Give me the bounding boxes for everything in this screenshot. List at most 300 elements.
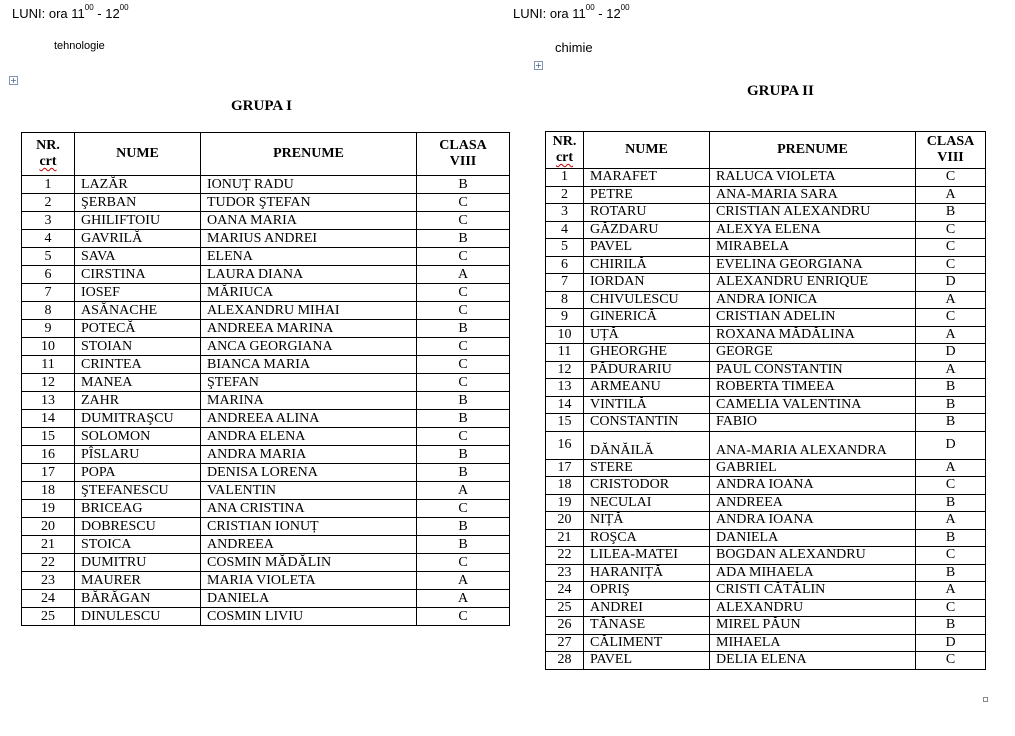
row-nume: ŞTEFANESCU <box>75 482 201 500</box>
row-clasa: B <box>417 176 510 194</box>
row-nume: DUMITRAŞCU <box>75 410 201 428</box>
row-nume: IORDAN <box>584 274 710 292</box>
clasa-header-line1: CLASA <box>926 134 975 149</box>
row-nume: GHEORGHE <box>584 344 710 362</box>
row-clasa: C <box>417 500 510 518</box>
row-clasa: A <box>916 459 986 477</box>
row-number: 2 <box>546 186 584 204</box>
column-header-nr <box>22 133 75 176</box>
row-clasa: B <box>916 414 986 432</box>
row-clasa: C <box>417 284 510 302</box>
row-nume: ARMEANU <box>584 379 710 397</box>
row-prenume: ANCA GEORGIANA <box>201 338 417 356</box>
row-clasa: A <box>417 572 510 590</box>
table-row <box>22 266 510 284</box>
row-nume: PETRE <box>584 186 710 204</box>
table-resize-handle-icon[interactable] <box>983 697 988 702</box>
row-nume: VINTILĂ <box>584 396 710 414</box>
row-nume: GAVRILĂ <box>75 230 201 248</box>
row-clasa: D <box>916 344 986 362</box>
table-row <box>22 194 510 212</box>
table-row <box>22 356 510 374</box>
row-clasa: A <box>916 291 986 309</box>
row-clasa: A <box>916 512 986 530</box>
row-clasa: C <box>916 221 986 239</box>
row-number: 10 <box>546 326 584 344</box>
nr-header-line1: NR. <box>36 138 60 153</box>
row-nume: NIȚĂ <box>584 512 710 530</box>
table-row <box>22 536 510 554</box>
row-nume: DUMITRU <box>75 554 201 572</box>
table-row <box>22 320 510 338</box>
table-row <box>22 554 510 572</box>
row-clasa: C <box>417 374 510 392</box>
row-prenume: BIANCA MARIA <box>201 356 417 374</box>
row-nume: GINERICĂ <box>584 309 710 327</box>
table-row <box>22 212 510 230</box>
row-prenume: EVELINA GEORGIANA <box>710 256 916 274</box>
row-number: 6 <box>546 256 584 274</box>
row-number: 25 <box>546 599 584 617</box>
row-nume: IOSEF <box>75 284 201 302</box>
column-header-nr <box>546 132 584 169</box>
row-prenume: ŞTEFAN <box>201 374 417 392</box>
right-header-sup-end: 00 <box>620 3 630 12</box>
row-clasa: B <box>916 379 986 397</box>
row-clasa: D <box>916 274 986 292</box>
right-students-table <box>545 131 986 670</box>
table-row <box>22 572 510 590</box>
row-prenume: CRISTI CĂTĂLIN <box>710 582 916 600</box>
row-number: 24 <box>22 590 75 608</box>
nr-header-line2: crt <box>39 154 57 169</box>
table-row <box>546 326 986 344</box>
row-nume: STOICA <box>75 536 201 554</box>
row-number: 26 <box>546 617 584 635</box>
row-clasa: A <box>417 266 510 284</box>
row-nume: PAVEL <box>584 652 710 670</box>
row-nume: ZAHR <box>75 392 201 410</box>
left-subject: tehnologie <box>54 40 105 52</box>
table-row <box>546 379 986 397</box>
row-nume: DĂNĂILĂ <box>584 431 710 459</box>
row-prenume: ANA CRISTINA <box>201 500 417 518</box>
row-nume: GHILIFTOIU <box>75 212 201 230</box>
row-nume: CĂLIMENT <box>584 634 710 652</box>
row-prenume: DELIA ELENA <box>710 652 916 670</box>
row-clasa: A <box>417 590 510 608</box>
table-row <box>22 518 510 536</box>
row-clasa: B <box>916 204 986 222</box>
table-row <box>546 459 986 477</box>
table-row <box>22 410 510 428</box>
column-header-prenume: PRENUME <box>710 132 916 169</box>
row-nume: TĂNASE <box>584 617 710 635</box>
row-clasa: C <box>417 356 510 374</box>
row-clasa: C <box>916 169 986 187</box>
row-prenume: CAMELIA VALENTINA <box>710 396 916 414</box>
row-number: 16 <box>546 431 584 459</box>
row-number: 19 <box>22 500 75 518</box>
row-nume: BRICEAG <box>75 500 201 518</box>
row-nume: NECULAI <box>584 494 710 512</box>
column-header-clasa <box>417 133 510 176</box>
table-row <box>546 169 986 187</box>
row-nume: MAURER <box>75 572 201 590</box>
row-nume: LILEA-MATEI <box>584 547 710 565</box>
column-header-prenume: PRENUME <box>201 133 417 176</box>
row-prenume: OANA MARIA <box>201 212 417 230</box>
left-students-table <box>21 132 510 626</box>
row-number: 5 <box>546 239 584 257</box>
row-clasa: C <box>916 477 986 495</box>
row-nume: MARAFET <box>584 169 710 187</box>
row-clasa: C <box>916 547 986 565</box>
row-clasa: C <box>417 338 510 356</box>
row-nume: CIRSTINA <box>75 266 201 284</box>
row-nume: POTECĂ <box>75 320 201 338</box>
row-clasa: B <box>916 564 986 582</box>
row-prenume: ALEXYA ELENA <box>710 221 916 239</box>
row-nume: HARANIȚĂ <box>584 564 710 582</box>
row-number: 13 <box>546 379 584 397</box>
row-prenume: ANA-MARIA ALEXANDRA <box>710 431 916 459</box>
right-header-day-end: - 12 <box>594 6 621 21</box>
row-nume: CRISTODOR <box>584 477 710 495</box>
row-nume: UȚĂ <box>584 326 710 344</box>
row-number: 15 <box>22 428 75 446</box>
row-number: 28 <box>546 652 584 670</box>
table-row <box>546 414 986 432</box>
row-number: 10 <box>22 338 75 356</box>
row-number: 4 <box>22 230 75 248</box>
column-header-clasa <box>916 132 986 169</box>
table-row <box>546 477 986 495</box>
row-number: 1 <box>546 169 584 187</box>
row-nume: CONSTANTIN <box>584 414 710 432</box>
row-number: 1 <box>22 176 75 194</box>
row-prenume: DANIELA <box>710 529 916 547</box>
row-clasa: B <box>417 392 510 410</box>
row-number: 2 <box>22 194 75 212</box>
row-prenume: IONUȚ RADU <box>201 176 417 194</box>
row-nume: DINULESCU <box>75 608 201 626</box>
row-prenume: ANDRA IONICA <box>710 291 916 309</box>
table-row <box>546 309 986 327</box>
left-header-day-end: - 12 <box>93 6 120 21</box>
row-number: 9 <box>22 320 75 338</box>
row-number: 16 <box>22 446 75 464</box>
row-nume: BĂRĂGAN <box>75 590 201 608</box>
row-nume: CHIRILĂ <box>584 256 710 274</box>
row-number: 9 <box>546 309 584 327</box>
table-row <box>546 494 986 512</box>
row-prenume: ELENA <box>201 248 417 266</box>
row-nume: ŞERBAN <box>75 194 201 212</box>
row-nume: MANEA <box>75 374 201 392</box>
row-prenume: ANDRA IOANA <box>710 512 916 530</box>
row-clasa: D <box>916 431 986 459</box>
row-nume: POPA <box>75 464 201 482</box>
table-row <box>546 186 986 204</box>
row-prenume: MARIA VIOLETA <box>201 572 417 590</box>
right-header-sup-start: 00 <box>585 3 595 12</box>
row-prenume: ANDRA IOANA <box>710 477 916 495</box>
row-number: 12 <box>546 361 584 379</box>
row-prenume: PAUL CONSTANTIN <box>710 361 916 379</box>
row-prenume: ANDREEA <box>201 536 417 554</box>
row-prenume: ANDRA ELENA <box>201 428 417 446</box>
row-nume: PAVEL <box>584 239 710 257</box>
row-clasa: B <box>417 464 510 482</box>
table-row <box>22 482 510 500</box>
row-prenume: FABIO <box>710 414 916 432</box>
row-prenume: ANA-MARIA SARA <box>710 186 916 204</box>
row-prenume: ANDREEA ALINA <box>201 410 417 428</box>
row-nume: DOBRESCU <box>75 518 201 536</box>
row-clasa: C <box>417 302 510 320</box>
right-table-move-handle-icon[interactable]: + <box>535 61 542 70</box>
row-number: 18 <box>546 477 584 495</box>
table-row <box>546 396 986 414</box>
row-prenume: ROBERTA TIMEEA <box>710 379 916 397</box>
row-number: 15 <box>546 414 584 432</box>
row-number: 21 <box>22 536 75 554</box>
table-row <box>22 374 510 392</box>
row-prenume: VALENTIN <box>201 482 417 500</box>
left-schedule-header <box>12 3 129 21</box>
row-number: 14 <box>22 410 75 428</box>
row-clasa: D <box>916 634 986 652</box>
row-number: 27 <box>546 634 584 652</box>
row-clasa: B <box>916 494 986 512</box>
row-prenume: MIREL PĂUN <box>710 617 916 635</box>
row-prenume: TUDOR ŞTEFAN <box>201 194 417 212</box>
row-number: 6 <box>22 266 75 284</box>
row-nume: CHIVULESCU <box>584 291 710 309</box>
row-number: 25 <box>22 608 75 626</box>
row-number: 7 <box>546 274 584 292</box>
table-row <box>546 431 986 459</box>
row-clasa: B <box>417 320 510 338</box>
row-number: 23 <box>546 564 584 582</box>
row-prenume: GABRIEL <box>710 459 916 477</box>
right-schedule-header <box>513 3 630 21</box>
row-prenume: CRISTIAN ALEXANDRU <box>710 204 916 222</box>
row-clasa: C <box>916 599 986 617</box>
row-number: 17 <box>546 459 584 477</box>
row-prenume: ALEXANDRU MIHAI <box>201 302 417 320</box>
row-clasa: C <box>417 554 510 572</box>
row-number: 13 <box>22 392 75 410</box>
row-clasa: B <box>417 518 510 536</box>
right-header-day-start: LUNI: ora 11 <box>513 6 586 21</box>
row-clasa: C <box>417 248 510 266</box>
row-prenume: MĂRIUCA <box>201 284 417 302</box>
table-row <box>22 230 510 248</box>
table-row <box>22 428 510 446</box>
row-clasa: B <box>417 410 510 428</box>
row-prenume: MARINA <box>201 392 417 410</box>
row-prenume: DENISA LORENA <box>201 464 417 482</box>
table-row <box>546 256 986 274</box>
row-number: 22 <box>22 554 75 572</box>
row-nume: PĂDURARIU <box>584 361 710 379</box>
row-number: 12 <box>22 374 75 392</box>
row-prenume: GEORGE <box>710 344 916 362</box>
table-row <box>22 446 510 464</box>
table-row <box>546 634 986 652</box>
row-number: 19 <box>546 494 584 512</box>
left-group-title: GRUPA I <box>231 98 292 114</box>
left-header-sup-end: 00 <box>119 3 129 12</box>
row-nume: PÎSLARU <box>75 446 201 464</box>
row-prenume: COSMIN MĂDĂLIN <box>201 554 417 572</box>
table-row <box>546 652 986 670</box>
row-prenume: ALEXANDRU ENRIQUE <box>710 274 916 292</box>
table-row <box>22 590 510 608</box>
table-row <box>22 500 510 518</box>
row-clasa: C <box>417 428 510 446</box>
table-row <box>546 221 986 239</box>
row-number: 24 <box>546 582 584 600</box>
row-clasa: A <box>916 361 986 379</box>
table-row <box>22 302 510 320</box>
row-clasa: C <box>916 309 986 327</box>
row-prenume: MARIUS ANDREI <box>201 230 417 248</box>
row-prenume: CRISTIAN ADELIN <box>710 309 916 327</box>
row-number: 8 <box>546 291 584 309</box>
clasa-header-line2: VIII <box>937 150 964 165</box>
row-clasa: C <box>417 608 510 626</box>
row-prenume: BOGDAN ALEXANDRU <box>710 547 916 565</box>
table-row <box>22 338 510 356</box>
row-number: 22 <box>546 547 584 565</box>
left-header-sup-start: 00 <box>84 3 94 12</box>
table-row <box>546 617 986 635</box>
left-table-move-handle-icon[interactable]: + <box>10 76 17 85</box>
table-row <box>546 344 986 362</box>
row-number: 7 <box>22 284 75 302</box>
table-row <box>546 239 986 257</box>
row-clasa: B <box>417 536 510 554</box>
row-number: 18 <box>22 482 75 500</box>
table-row <box>22 392 510 410</box>
table-row <box>22 608 510 626</box>
left-header-day-start: LUNI: ora 11 <box>12 6 85 21</box>
row-prenume: CRISTIAN IONUȚ <box>201 518 417 536</box>
table-row <box>546 204 986 222</box>
column-header-nume: NUME <box>75 133 201 176</box>
row-nume: OPRIŞ <box>584 582 710 600</box>
row-nume: CRINTEA <box>75 356 201 374</box>
nr-header-line2: crt <box>555 150 574 165</box>
row-nume: ASĂNACHE <box>75 302 201 320</box>
row-prenume: ADA MIHAELA <box>710 564 916 582</box>
right-group-title: GRUPA II <box>747 83 814 99</box>
row-clasa: C <box>417 212 510 230</box>
row-prenume: RALUCA VIOLETA <box>710 169 916 187</box>
row-nume: ROŞCA <box>584 529 710 547</box>
table-row <box>546 582 986 600</box>
table-row <box>546 291 986 309</box>
row-prenume: ALEXANDRU <box>710 599 916 617</box>
row-number: 11 <box>22 356 75 374</box>
row-clasa: C <box>916 652 986 670</box>
row-number: 5 <box>22 248 75 266</box>
row-prenume: ANDREEA <box>710 494 916 512</box>
row-nume: GĂZDARU <box>584 221 710 239</box>
row-prenume: MIRABELA <box>710 239 916 257</box>
row-clasa: A <box>916 186 986 204</box>
row-nume: STERE <box>584 459 710 477</box>
row-prenume: MIHAELA <box>710 634 916 652</box>
row-prenume: ANDRA MARIA <box>201 446 417 464</box>
table-row <box>22 176 510 194</box>
row-nume: LAZĂR <box>75 176 201 194</box>
row-nume: ROTARU <box>584 204 710 222</box>
clasa-header-line2: VIII <box>449 154 477 169</box>
row-nume: STOIAN <box>75 338 201 356</box>
table-row <box>546 529 986 547</box>
table-row <box>546 547 986 565</box>
row-clasa: C <box>417 194 510 212</box>
row-clasa: A <box>417 482 510 500</box>
row-number: 17 <box>22 464 75 482</box>
row-prenume: ANDREEA MARINA <box>201 320 417 338</box>
table-row <box>546 564 986 582</box>
table-row <box>22 248 510 266</box>
row-prenume: DANIELA <box>201 590 417 608</box>
row-number: 20 <box>546 512 584 530</box>
row-prenume: COSMIN LIVIU <box>201 608 417 626</box>
row-prenume: ROXANA MĂDĂLINA <box>710 326 916 344</box>
nr-header-line1: NR. <box>552 134 577 149</box>
table-row <box>546 599 986 617</box>
clasa-header-line1: CLASA <box>439 138 487 153</box>
row-number: 3 <box>546 204 584 222</box>
row-clasa: B <box>417 446 510 464</box>
column-header-nume: NUME <box>584 132 710 169</box>
row-number: 23 <box>22 572 75 590</box>
table-row <box>22 464 510 482</box>
row-number: 4 <box>546 221 584 239</box>
row-number: 21 <box>546 529 584 547</box>
row-nume: ANDREI <box>584 599 710 617</box>
row-number: 8 <box>22 302 75 320</box>
row-clasa: B <box>916 529 986 547</box>
table-row <box>546 512 986 530</box>
row-prenume: LAURA DIANA <box>201 266 417 284</box>
row-clasa: B <box>417 230 510 248</box>
row-clasa: C <box>916 239 986 257</box>
row-nume: SAVA <box>75 248 201 266</box>
row-clasa: C <box>916 256 986 274</box>
row-number: 14 <box>546 396 584 414</box>
table-row <box>546 361 986 379</box>
row-nume: SOLOMON <box>75 428 201 446</box>
table-row <box>22 284 510 302</box>
right-subject: chimie <box>555 40 593 55</box>
row-number: 3 <box>22 212 75 230</box>
row-clasa: A <box>916 326 986 344</box>
row-number: 11 <box>546 344 584 362</box>
row-clasa: B <box>916 396 986 414</box>
row-clasa: A <box>916 582 986 600</box>
table-row <box>546 274 986 292</box>
row-number: 20 <box>22 518 75 536</box>
row-clasa: B <box>916 617 986 635</box>
